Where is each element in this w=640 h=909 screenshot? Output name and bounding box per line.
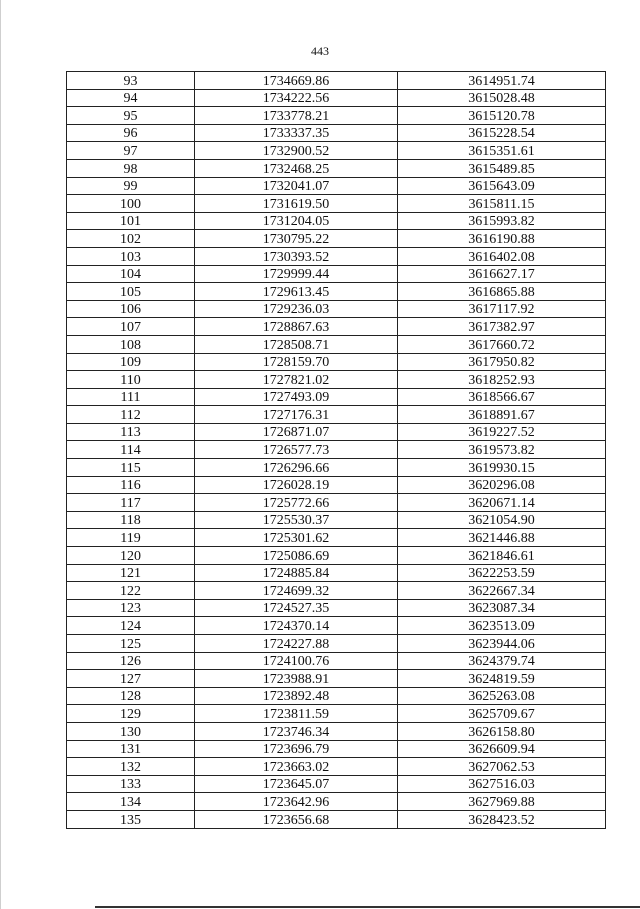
table-row xyxy=(67,582,606,600)
table-row xyxy=(67,283,606,301)
table-row xyxy=(67,740,606,758)
point-number-cell: 93 xyxy=(67,72,195,90)
table-row xyxy=(67,107,606,125)
y-coordinate-cell: 3627062.53 xyxy=(398,758,606,776)
x-coordinate-cell: 1725530.37 xyxy=(195,511,398,529)
table-row xyxy=(67,318,606,336)
y-coordinate-cell: 3627969.88 xyxy=(398,793,606,811)
page-bottom-rule xyxy=(95,906,640,908)
y-coordinate-cell: 3625263.08 xyxy=(398,687,606,705)
point-number-cell: 116 xyxy=(67,476,195,494)
x-coordinate-cell: 1731619.50 xyxy=(195,195,398,213)
x-coordinate-cell: 1727176.31 xyxy=(195,406,398,424)
table-row xyxy=(67,670,606,688)
y-coordinate-cell: 3617950.82 xyxy=(398,353,606,371)
y-coordinate-cell: 3622667.34 xyxy=(398,582,606,600)
y-coordinate-cell: 3626158.80 xyxy=(398,722,606,740)
point-number-cell: 102 xyxy=(67,230,195,248)
y-coordinate-cell: 3615489.85 xyxy=(398,159,606,177)
y-coordinate-cell: 3623513.09 xyxy=(398,617,606,635)
point-number-cell: 126 xyxy=(67,652,195,670)
point-number-cell: 110 xyxy=(67,371,195,389)
y-coordinate-cell: 3621054.90 xyxy=(398,511,606,529)
x-coordinate-cell: 1729613.45 xyxy=(195,283,398,301)
x-coordinate-cell: 1728867.63 xyxy=(195,318,398,336)
x-coordinate-cell: 1727493.09 xyxy=(195,388,398,406)
x-coordinate-cell: 1724227.88 xyxy=(195,635,398,653)
x-coordinate-cell: 1730393.52 xyxy=(195,247,398,265)
table-row xyxy=(67,388,606,406)
point-number-cell: 117 xyxy=(67,494,195,512)
x-coordinate-cell: 1732468.25 xyxy=(195,159,398,177)
point-number-cell: 119 xyxy=(67,529,195,547)
point-number-cell: 118 xyxy=(67,511,195,529)
point-number-cell: 103 xyxy=(67,247,195,265)
x-coordinate-cell: 1726871.07 xyxy=(195,423,398,441)
x-coordinate-cell: 1726028.19 xyxy=(195,476,398,494)
x-coordinate-cell: 1724370.14 xyxy=(195,617,398,635)
table-row xyxy=(67,441,606,459)
y-coordinate-cell: 3617660.72 xyxy=(398,335,606,353)
table-row xyxy=(67,617,606,635)
y-coordinate-cell: 3616402.08 xyxy=(398,247,606,265)
y-coordinate-cell: 3617382.97 xyxy=(398,318,606,336)
table-row xyxy=(67,547,606,565)
table-row xyxy=(67,371,606,389)
x-coordinate-cell: 1723988.91 xyxy=(195,670,398,688)
y-coordinate-cell: 3618252.93 xyxy=(398,371,606,389)
y-coordinate-cell: 3619227.52 xyxy=(398,423,606,441)
x-coordinate-cell: 1731204.05 xyxy=(195,212,398,230)
y-coordinate-cell: 3616190.88 xyxy=(398,230,606,248)
point-number-cell: 122 xyxy=(67,582,195,600)
y-coordinate-cell: 3619573.82 xyxy=(398,441,606,459)
x-coordinate-cell: 1723645.07 xyxy=(195,775,398,793)
point-number-cell: 131 xyxy=(67,740,195,758)
y-coordinate-cell: 3615643.09 xyxy=(398,177,606,195)
y-coordinate-cell: 3621846.61 xyxy=(398,547,606,565)
x-coordinate-cell: 1732041.07 xyxy=(195,177,398,195)
y-coordinate-cell: 3618566.67 xyxy=(398,388,606,406)
x-coordinate-cell: 1723663.02 xyxy=(195,758,398,776)
y-coordinate-cell: 3622253.59 xyxy=(398,564,606,582)
y-coordinate-cell: 3618891.67 xyxy=(398,406,606,424)
table-row xyxy=(67,476,606,494)
table-row xyxy=(67,775,606,793)
table-row xyxy=(67,335,606,353)
x-coordinate-cell: 1723811.59 xyxy=(195,705,398,723)
table-row xyxy=(67,300,606,318)
x-coordinate-cell: 1725301.62 xyxy=(195,529,398,547)
point-number-cell: 134 xyxy=(67,793,195,811)
table-row xyxy=(67,494,606,512)
point-number-cell: 113 xyxy=(67,423,195,441)
point-number-cell: 95 xyxy=(67,107,195,125)
table-row xyxy=(67,423,606,441)
x-coordinate-cell: 1724699.32 xyxy=(195,582,398,600)
x-coordinate-cell: 1723642.96 xyxy=(195,793,398,811)
point-number-cell: 99 xyxy=(67,177,195,195)
table-row xyxy=(67,599,606,617)
point-number-cell: 111 xyxy=(67,388,195,406)
y-coordinate-cell: 3617117.92 xyxy=(398,300,606,318)
y-coordinate-cell: 3619930.15 xyxy=(398,459,606,477)
point-number-cell: 133 xyxy=(67,775,195,793)
y-coordinate-cell: 3625709.67 xyxy=(398,705,606,723)
y-coordinate-cell: 3615351.61 xyxy=(398,142,606,160)
point-number-cell: 124 xyxy=(67,617,195,635)
point-number-cell: 114 xyxy=(67,441,195,459)
table-row xyxy=(67,758,606,776)
table-row xyxy=(67,529,606,547)
x-coordinate-cell: 1729999.44 xyxy=(195,265,398,283)
table-row xyxy=(67,353,606,371)
table-row xyxy=(67,459,606,477)
y-coordinate-cell: 3615811.15 xyxy=(398,195,606,213)
y-coordinate-cell: 3620296.08 xyxy=(398,476,606,494)
x-coordinate-cell: 1729236.03 xyxy=(195,300,398,318)
point-number-cell: 104 xyxy=(67,265,195,283)
x-coordinate-cell: 1732900.52 xyxy=(195,142,398,160)
table-row xyxy=(67,564,606,582)
table-row xyxy=(67,705,606,723)
y-coordinate-cell: 3628423.52 xyxy=(398,810,606,828)
point-number-cell: 94 xyxy=(67,89,195,107)
y-coordinate-cell: 3621446.88 xyxy=(398,529,606,547)
x-coordinate-cell: 1728159.70 xyxy=(195,353,398,371)
y-coordinate-cell: 3620671.14 xyxy=(398,494,606,512)
x-coordinate-cell: 1734222.56 xyxy=(195,89,398,107)
table-row xyxy=(67,124,606,142)
point-number-cell: 120 xyxy=(67,547,195,565)
table-row xyxy=(67,89,606,107)
table-row xyxy=(67,722,606,740)
table-row xyxy=(67,652,606,670)
table-row xyxy=(67,687,606,705)
point-number-cell: 96 xyxy=(67,124,195,142)
y-coordinate-cell: 3623087.34 xyxy=(398,599,606,617)
x-coordinate-cell: 1724885.84 xyxy=(195,564,398,582)
coordinate-table-body xyxy=(67,72,606,829)
coordinate-table xyxy=(66,71,606,829)
table-row xyxy=(67,230,606,248)
point-number-cell: 130 xyxy=(67,722,195,740)
table-row xyxy=(67,793,606,811)
point-number-cell: 108 xyxy=(67,335,195,353)
table-row xyxy=(67,247,606,265)
scan-edge xyxy=(0,0,1,909)
table-row xyxy=(67,212,606,230)
point-number-cell: 97 xyxy=(67,142,195,160)
point-number-cell: 109 xyxy=(67,353,195,371)
point-number-cell: 101 xyxy=(67,212,195,230)
x-coordinate-cell: 1723656.68 xyxy=(195,810,398,828)
point-number-cell: 106 xyxy=(67,300,195,318)
page-number: 443 xyxy=(311,44,329,58)
y-coordinate-cell: 3616865.88 xyxy=(398,283,606,301)
table-row xyxy=(67,72,606,90)
x-coordinate-cell: 1730795.22 xyxy=(195,230,398,248)
point-number-cell: 107 xyxy=(67,318,195,336)
point-number-cell: 115 xyxy=(67,459,195,477)
point-number-cell: 123 xyxy=(67,599,195,617)
y-coordinate-cell: 3615228.54 xyxy=(398,124,606,142)
x-coordinate-cell: 1725086.69 xyxy=(195,547,398,565)
y-coordinate-cell: 3623944.06 xyxy=(398,635,606,653)
table-row xyxy=(67,635,606,653)
x-coordinate-cell: 1723746.34 xyxy=(195,722,398,740)
x-coordinate-cell: 1733337.35 xyxy=(195,124,398,142)
x-coordinate-cell: 1723892.48 xyxy=(195,687,398,705)
point-number-cell: 121 xyxy=(67,564,195,582)
y-coordinate-cell: 3616627.17 xyxy=(398,265,606,283)
y-coordinate-cell: 3614951.74 xyxy=(398,72,606,90)
y-coordinate-cell: 3615120.78 xyxy=(398,107,606,125)
point-number-cell: 135 xyxy=(67,810,195,828)
x-coordinate-cell: 1733778.21 xyxy=(195,107,398,125)
y-coordinate-cell: 3627516.03 xyxy=(398,775,606,793)
y-coordinate-cell: 3624379.74 xyxy=(398,652,606,670)
point-number-cell: 129 xyxy=(67,705,195,723)
x-coordinate-cell: 1724527.35 xyxy=(195,599,398,617)
point-number-cell: 132 xyxy=(67,758,195,776)
point-number-cell: 128 xyxy=(67,687,195,705)
y-coordinate-cell: 3624819.59 xyxy=(398,670,606,688)
y-coordinate-cell: 3626609.94 xyxy=(398,740,606,758)
x-coordinate-cell: 1725772.66 xyxy=(195,494,398,512)
point-number-cell: 98 xyxy=(67,159,195,177)
x-coordinate-cell: 1723696.79 xyxy=(195,740,398,758)
x-coordinate-cell: 1726577.73 xyxy=(195,441,398,459)
x-coordinate-cell: 1727821.02 xyxy=(195,371,398,389)
point-number-cell: 112 xyxy=(67,406,195,424)
point-number-cell: 127 xyxy=(67,670,195,688)
table-row xyxy=(67,177,606,195)
table-row xyxy=(67,159,606,177)
point-number-cell: 105 xyxy=(67,283,195,301)
table-row xyxy=(67,195,606,213)
table-row xyxy=(67,265,606,283)
table-row xyxy=(67,406,606,424)
x-coordinate-cell: 1724100.76 xyxy=(195,652,398,670)
table-row xyxy=(67,142,606,160)
y-coordinate-cell: 3615028.48 xyxy=(398,89,606,107)
table-row xyxy=(67,810,606,828)
x-coordinate-cell: 1728508.71 xyxy=(195,335,398,353)
x-coordinate-cell: 1734669.86 xyxy=(195,72,398,90)
point-number-cell: 125 xyxy=(67,635,195,653)
y-coordinate-cell: 3615993.82 xyxy=(398,212,606,230)
x-coordinate-cell: 1726296.66 xyxy=(195,459,398,477)
point-number-cell: 100 xyxy=(67,195,195,213)
table-row xyxy=(67,511,606,529)
